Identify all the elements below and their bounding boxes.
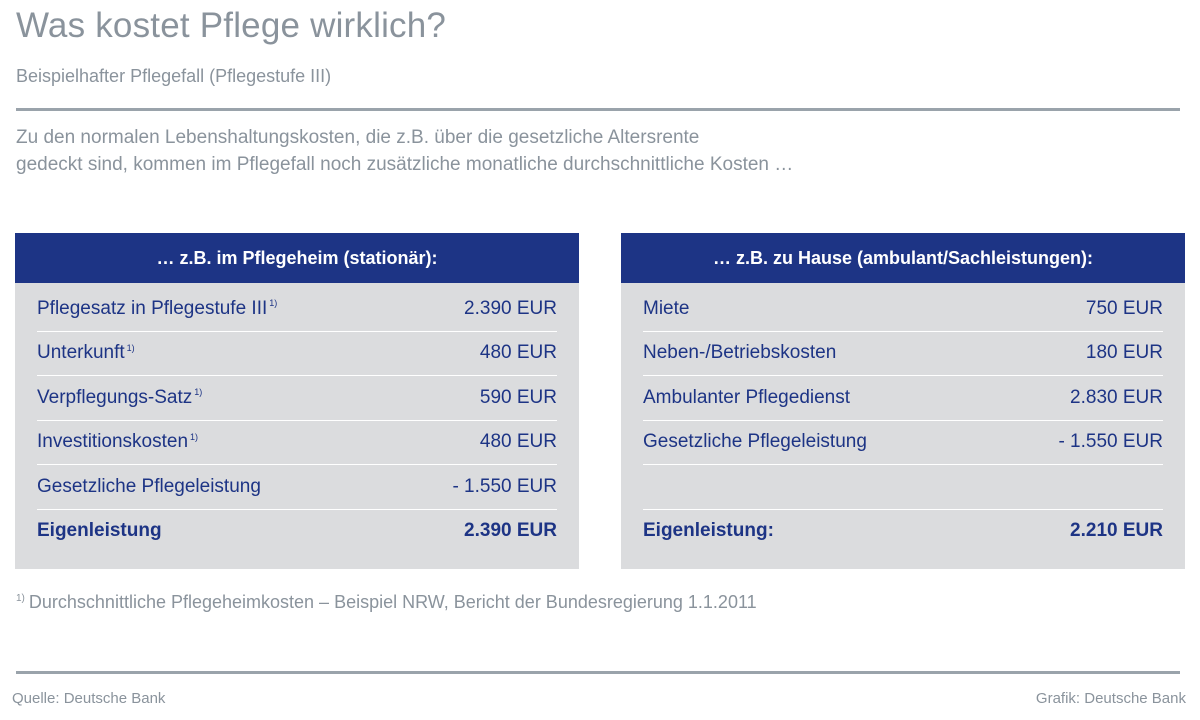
footnote-marker: 1)	[269, 298, 278, 309]
row-value: - 1.550 EUR	[452, 475, 557, 497]
footnote-text: Durchschnittliche Pflegeheimkosten – Beispiel NRW, Bericht der Bundesregierung 1.1.2011	[28, 592, 757, 612]
page-title: Was kostet Pflege wirklich?	[16, 6, 447, 45]
total-value: 2.390 EUR	[464, 520, 557, 542]
footnote-marker: 1)	[126, 342, 135, 353]
row-label: Investitionskosten $^{1)}$	[37, 431, 199, 453]
panel-heading: … z.B. im Pflegeheim (stationär):	[15, 233, 579, 283]
intro-text	[16, 124, 1016, 178]
row-value: 480 EUR	[479, 342, 557, 364]
footnote	[16, 592, 757, 613]
table-row	[37, 421, 557, 466]
panel-zu-hause	[621, 233, 1185, 569]
total-value: 2.210 EUR	[1070, 520, 1163, 542]
table-row	[37, 376, 557, 421]
footnote-marker: 1)	[190, 431, 199, 442]
row-value: 750 EUR	[1085, 297, 1163, 319]
total-row	[643, 510, 1163, 554]
total-label: Eigenleistung:	[643, 520, 774, 542]
row-label: Pflegesatz in Pflegestufe III $^{1)}$	[37, 297, 278, 319]
table-row	[643, 287, 1163, 332]
empty-row	[643, 465, 1163, 510]
source-credit: Quelle: Deutsche Bank	[12, 690, 166, 707]
row-label: Miete	[643, 297, 690, 319]
row-label: Gesetzliche Pflegeleistung	[37, 475, 261, 497]
table-row	[643, 332, 1163, 377]
row-value: 2.830 EUR	[1070, 386, 1163, 408]
footnote-marker: 1)	[194, 387, 203, 398]
table-row	[37, 465, 557, 510]
row-value: 2.390 EUR	[464, 297, 557, 319]
row-label: Unterkunft $^{1)}$	[37, 342, 135, 364]
page-subtitle: Beispielhafter Pflegefall (Pflegestufe III)	[16, 66, 332, 86]
row-value: 590 EUR	[479, 386, 557, 408]
intro-line-2: gedeckt sind, kommen im Pflegefall noch zusätzliche monatliche durchschnittliche Kosten …	[16, 154, 794, 175]
intro-line-1: Zu den normalen Lebenshaltungskosten, die z.B. über die gesetzliche Altersrente	[16, 127, 700, 148]
bottom-divider	[16, 671, 1180, 674]
table-row	[643, 421, 1163, 466]
panel-heading: … z.B. zu Hause (ambulant/Sachleistungen):	[621, 233, 1185, 283]
row-label: Ambulanter Pflegedienst	[643, 386, 851, 408]
cost-table	[15, 287, 579, 553]
row-value: - 1.550 EUR	[1058, 431, 1163, 453]
footnote-marker: 1)	[16, 593, 25, 604]
row-label: Verpflegungs-Satz $^{1)}$	[37, 386, 203, 408]
total-row	[37, 510, 557, 554]
panel-pflegeheim	[15, 233, 579, 569]
top-divider	[16, 108, 1180, 111]
cost-table	[621, 287, 1185, 553]
row-value: 180 EUR	[1085, 342, 1163, 364]
row-label: Gesetzliche Pflegeleistung	[643, 431, 867, 453]
row-label: Neben-/Betriebskosten	[643, 342, 837, 364]
table-row	[37, 332, 557, 377]
total-label: Eigenleistung	[37, 520, 162, 542]
table-row	[37, 287, 557, 332]
graphic-credit: Grafik: Deutsche Bank	[1035, 690, 1186, 707]
table-row	[643, 376, 1163, 421]
row-value: 480 EUR	[479, 431, 557, 453]
